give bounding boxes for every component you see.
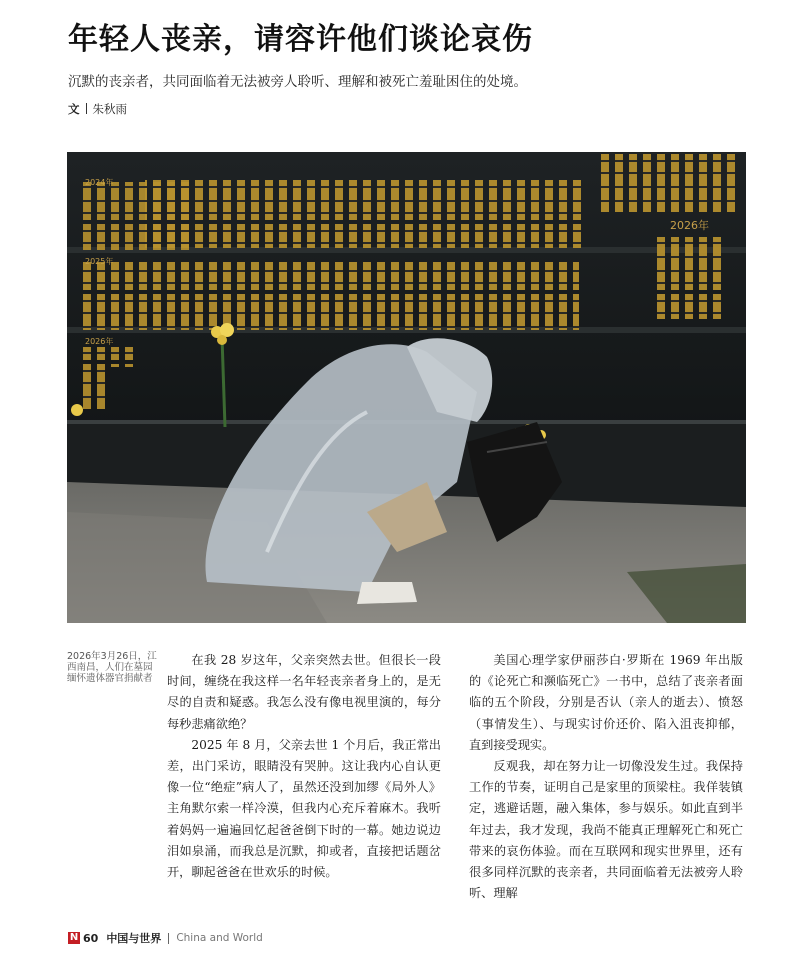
magazine-logo-icon: N	[69, 932, 79, 943]
paragraph: 在我 28 岁这年，父亲突然去世。但很长一段时间，缠绕在我这样一名年轻丧亲者身上的，是无尽的自责和疑惑。我怎么没有像电视里演的，每分每秒悲痛欲绝？	[167, 653, 441, 731]
photo-caption: 2026年3月26日，江西南昌，人们在墓园缅怀遗体器官捐献者	[67, 651, 157, 684]
paragraph: 反观我，却在努力让一切像没发生过。我保持工作的节奏，证明自己是家里的顶梁柱。我佯装镇定，逃避话题，融入集体，参与娱乐。如此直到半年过去，我才发现，我尚不能真正理解死亡和死亡带来的哀伤体验。而在互联网和现实世界里，还有很多同样沉默的丧亲者，共同面临着无法被旁人聆听、理解	[469, 759, 743, 901]
footer-divider	[168, 933, 169, 944]
article-subtitle: 沉默的丧亲者，共同面临着无法被旁人聆听、理解和被死亡羞耻困住的处境。	[68, 74, 527, 90]
memorial-photo-illustration	[67, 152, 746, 623]
byline-divider	[86, 103, 87, 114]
page-number: 60	[83, 931, 99, 945]
magazine-name-en: China and World	[176, 932, 263, 944]
wall-year-2026-right: 2026年	[670, 219, 709, 232]
wall-year-2025: 2025年	[85, 257, 114, 266]
wall-year-2026-left: 2026年	[85, 337, 114, 346]
wall-year-2024: 2024年	[85, 178, 114, 187]
byline-label: 文	[68, 102, 80, 116]
article-title: 年轻人丧亲，请容许他们谈论哀伤	[68, 22, 533, 57]
paragraph: 2025 年 8 月，父亲去世 1 个月后，我正常出差，出门采访，眼睛没有哭肿。这让我内心自认更像一位“绝症”病人了，虽然还没到加缪《局外人》主角默尔索一样冷漠，但我内心充斥着麻木。我听着妈妈一遍遍回忆起爸爸倒下时的一幕。她边说边泪如泉涌，而我总是沉默，抑或者，直接把话题岔开，聊起爸爸在世欢乐的时候。	[167, 737, 441, 880]
article-photo	[67, 152, 746, 623]
body-column-2	[469, 650, 743, 904]
paragraph: 美国心理学家伊丽莎白·罗斯在 1969 年出版的《论死亡和濒临死亡》一书中，总结了丧亲者面临的五个阶段，分别是否认（亲人的逝去）、愤怒（事情发生）、与现实讨价还价、陷入沮丧抑郁，直到接受现实。	[469, 653, 743, 752]
body-column-1	[167, 650, 441, 883]
page-footer	[68, 930, 263, 946]
author-name: 朱秋雨	[92, 102, 127, 116]
magazine-name: 中国与世界	[106, 932, 162, 945]
byline	[68, 101, 127, 117]
